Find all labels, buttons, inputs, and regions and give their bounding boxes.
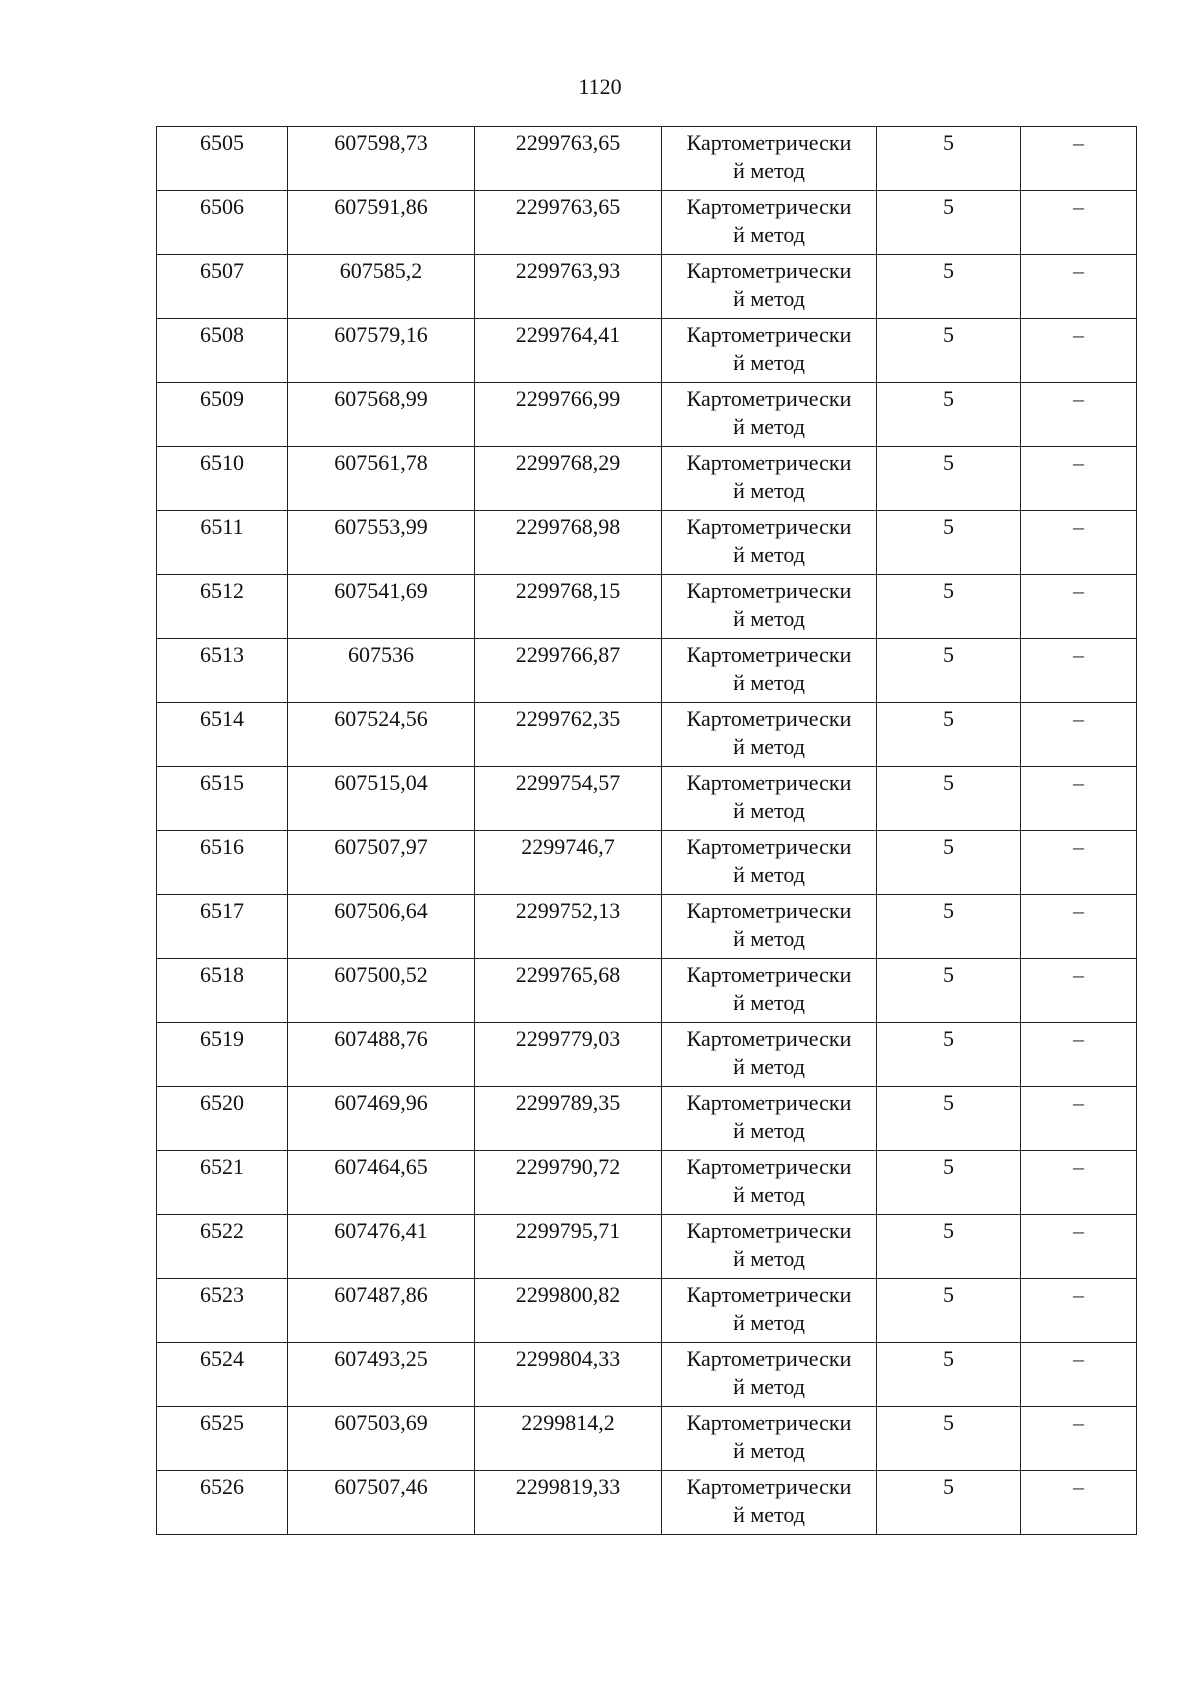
x-coordinate-cell: 607500,52 <box>288 959 475 1023</box>
table-row <box>157 1151 1137 1215</box>
method-text-line-1: Картометрически <box>686 450 852 475</box>
method-text-line-1: Картометрически <box>686 194 852 219</box>
method-text-line-2: й метод <box>733 990 805 1015</box>
table-row <box>157 639 1137 703</box>
accuracy-cell: 5 <box>877 1471 1021 1535</box>
x-coordinate-cell: 607579,16 <box>288 319 475 383</box>
point-number-cell: 6520 <box>157 1087 288 1151</box>
method-text-line-1: Картометрически <box>686 258 852 283</box>
note-cell: – <box>1021 1087 1137 1151</box>
y-coordinate-cell: 2299764,41 <box>475 319 662 383</box>
note-cell: – <box>1021 1343 1137 1407</box>
point-number-cell: 6521 <box>157 1151 288 1215</box>
method-text-line-2: й метод <box>733 798 805 823</box>
x-coordinate-cell: 607507,97 <box>288 831 475 895</box>
point-number-cell: 6519 <box>157 1023 288 1087</box>
point-number-cell: 6526 <box>157 1471 288 1535</box>
note-cell: – <box>1021 639 1137 703</box>
note-cell: – <box>1021 703 1137 767</box>
accuracy-cell: 5 <box>877 1023 1021 1087</box>
method-cell <box>662 895 877 959</box>
table-row <box>157 319 1137 383</box>
table-row <box>157 831 1137 895</box>
accuracy-cell: 5 <box>877 1215 1021 1279</box>
point-number-cell: 6505 <box>157 127 288 191</box>
x-coordinate-cell: 607507,46 <box>288 1471 475 1535</box>
point-number-cell: 6523 <box>157 1279 288 1343</box>
method-cell <box>662 255 877 319</box>
method-text-line-2: й метод <box>733 414 805 439</box>
note-cell: – <box>1021 831 1137 895</box>
note-cell: – <box>1021 1023 1137 1087</box>
point-number-cell: 6525 <box>157 1407 288 1471</box>
note-cell: – <box>1021 575 1137 639</box>
method-text-line-1: Картометрически <box>686 1410 852 1435</box>
y-coordinate-cell: 2299789,35 <box>475 1087 662 1151</box>
note-cell: – <box>1021 383 1137 447</box>
y-coordinate-cell: 2299763,65 <box>475 191 662 255</box>
accuracy-cell: 5 <box>877 895 1021 959</box>
method-cell <box>662 191 877 255</box>
accuracy-cell: 5 <box>877 1087 1021 1151</box>
table-row <box>157 383 1137 447</box>
table-row <box>157 255 1137 319</box>
x-coordinate-cell: 607476,41 <box>288 1215 475 1279</box>
method-text-line-2: й метод <box>733 1374 805 1399</box>
point-number-cell: 6515 <box>157 767 288 831</box>
x-coordinate-cell: 607536 <box>288 639 475 703</box>
point-number-cell: 6507 <box>157 255 288 319</box>
x-coordinate-cell: 607493,25 <box>288 1343 475 1407</box>
accuracy-cell: 5 <box>877 767 1021 831</box>
method-text-line-1: Картометрически <box>686 1282 852 1307</box>
note-cell: – <box>1021 1407 1137 1471</box>
method-text-line-2: й метод <box>733 222 805 247</box>
method-text-line-1: Картометрически <box>686 578 852 603</box>
accuracy-cell: 5 <box>877 639 1021 703</box>
point-number-cell: 6512 <box>157 575 288 639</box>
table-row <box>157 703 1137 767</box>
accuracy-cell: 5 <box>877 1279 1021 1343</box>
x-coordinate-cell: 607591,86 <box>288 191 475 255</box>
note-cell: – <box>1021 1279 1137 1343</box>
method-text-line-2: й метод <box>733 606 805 631</box>
table-row <box>157 1471 1137 1535</box>
accuracy-cell: 5 <box>877 319 1021 383</box>
note-cell: – <box>1021 319 1137 383</box>
y-coordinate-cell: 2299766,99 <box>475 383 662 447</box>
y-coordinate-cell: 2299763,65 <box>475 127 662 191</box>
y-coordinate-cell: 2299768,98 <box>475 511 662 575</box>
x-coordinate-cell: 607541,69 <box>288 575 475 639</box>
accuracy-cell: 5 <box>877 1407 1021 1471</box>
x-coordinate-cell: 607585,2 <box>288 255 475 319</box>
method-cell <box>662 447 877 511</box>
method-cell <box>662 1471 877 1535</box>
method-text-line-1: Картометрически <box>686 322 852 347</box>
method-text-line-2: й метод <box>733 158 805 183</box>
method-text-line-1: Картометрически <box>686 770 852 795</box>
method-text-line-1: Картометрически <box>686 1154 852 1179</box>
y-coordinate-cell: 2299765,68 <box>475 959 662 1023</box>
point-number-cell: 6510 <box>157 447 288 511</box>
method-cell <box>662 319 877 383</box>
accuracy-cell: 5 <box>877 127 1021 191</box>
point-number-cell: 6513 <box>157 639 288 703</box>
method-text-line-2: й метод <box>733 1182 805 1207</box>
method-text-line-1: Картометрически <box>686 642 852 667</box>
table-row <box>157 1407 1137 1471</box>
point-number-cell: 6509 <box>157 383 288 447</box>
method-cell <box>662 959 877 1023</box>
method-cell <box>662 1023 877 1087</box>
x-coordinate-cell: 607488,76 <box>288 1023 475 1087</box>
method-text-line-2: й метод <box>733 1310 805 1335</box>
method-text-line-1: Картометрически <box>686 962 852 987</box>
method-text-line-2: й метод <box>733 670 805 695</box>
method-cell <box>662 383 877 447</box>
accuracy-cell: 5 <box>877 703 1021 767</box>
note-cell: – <box>1021 1151 1137 1215</box>
accuracy-cell: 5 <box>877 191 1021 255</box>
method-text-line-2: й метод <box>733 286 805 311</box>
y-coordinate-cell: 2299746,7 <box>475 831 662 895</box>
point-number-cell: 6511 <box>157 511 288 575</box>
accuracy-cell: 5 <box>877 383 1021 447</box>
y-coordinate-cell: 2299779,03 <box>475 1023 662 1087</box>
table-row <box>157 191 1137 255</box>
method-cell <box>662 575 877 639</box>
y-coordinate-cell: 2299819,33 <box>475 1471 662 1535</box>
y-coordinate-cell: 2299768,29 <box>475 447 662 511</box>
note-cell: – <box>1021 1471 1137 1535</box>
method-text-line-2: й метод <box>733 1054 805 1079</box>
method-text-line-1: Картометрически <box>686 386 852 411</box>
method-text-line-1: Картометрически <box>686 1218 852 1243</box>
y-coordinate-cell: 2299763,93 <box>475 255 662 319</box>
accuracy-cell: 5 <box>877 1151 1021 1215</box>
table-row <box>157 895 1137 959</box>
x-coordinate-cell: 607568,99 <box>288 383 475 447</box>
note-cell: – <box>1021 1215 1137 1279</box>
x-coordinate-cell: 607553,99 <box>288 511 475 575</box>
table-row <box>157 1343 1137 1407</box>
y-coordinate-cell: 2299790,72 <box>475 1151 662 1215</box>
coordinates-table-body <box>157 127 1137 1535</box>
accuracy-cell: 5 <box>877 959 1021 1023</box>
point-number-cell: 6514 <box>157 703 288 767</box>
table-row <box>157 767 1137 831</box>
table-row <box>157 511 1137 575</box>
point-number-cell: 6508 <box>157 319 288 383</box>
point-number-cell: 6516 <box>157 831 288 895</box>
table-row <box>157 959 1137 1023</box>
point-number-cell: 6517 <box>157 895 288 959</box>
y-coordinate-cell: 2299804,33 <box>475 1343 662 1407</box>
method-text-line-1: Картометрически <box>686 834 852 859</box>
method-text-line-2: й метод <box>733 478 805 503</box>
method-cell <box>662 511 877 575</box>
note-cell: – <box>1021 447 1137 511</box>
y-coordinate-cell: 2299814,2 <box>475 1407 662 1471</box>
method-cell <box>662 639 877 703</box>
accuracy-cell: 5 <box>877 831 1021 895</box>
method-text-line-2: й метод <box>733 926 805 951</box>
y-coordinate-cell: 2299752,13 <box>475 895 662 959</box>
method-text-line-1: Картометрически <box>686 898 852 923</box>
method-text-line-1: Картометрически <box>686 1346 852 1371</box>
method-text-line-1: Картометрически <box>686 1090 852 1115</box>
method-cell <box>662 703 877 767</box>
x-coordinate-cell: 607503,69 <box>288 1407 475 1471</box>
method-text-line-2: й метод <box>733 1246 805 1271</box>
method-text-line-1: Картометрически <box>686 706 852 731</box>
method-cell <box>662 1087 877 1151</box>
method-text-line-2: й метод <box>733 1438 805 1463</box>
page-number: 1120 <box>578 74 622 99</box>
method-text-line-1: Картометрически <box>686 130 852 155</box>
note-cell: – <box>1021 767 1137 831</box>
method-cell <box>662 1343 877 1407</box>
method-text-line-1: Картометрически <box>686 1026 852 1051</box>
note-cell: – <box>1021 959 1137 1023</box>
method-cell <box>662 1215 877 1279</box>
note-cell: – <box>1021 895 1137 959</box>
method-text-line-1: Картометрически <box>686 1474 852 1499</box>
method-text-line-2: й метод <box>733 1502 805 1527</box>
table-row <box>157 1215 1137 1279</box>
method-cell <box>662 127 877 191</box>
x-coordinate-cell: 607469,96 <box>288 1087 475 1151</box>
note-cell: – <box>1021 127 1137 191</box>
x-coordinate-cell: 607464,65 <box>288 1151 475 1215</box>
table-row <box>157 1023 1137 1087</box>
point-number-cell: 6518 <box>157 959 288 1023</box>
table-row <box>157 1279 1137 1343</box>
method-cell <box>662 831 877 895</box>
coordinates-table <box>156 126 1137 1535</box>
method-text-line-2: й метод <box>733 1118 805 1143</box>
accuracy-cell: 5 <box>877 1343 1021 1407</box>
x-coordinate-cell: 607515,04 <box>288 767 475 831</box>
x-coordinate-cell: 607598,73 <box>288 127 475 191</box>
method-text-line-2: й метод <box>733 734 805 759</box>
y-coordinate-cell: 2299768,15 <box>475 575 662 639</box>
y-coordinate-cell: 2299795,71 <box>475 1215 662 1279</box>
x-coordinate-cell: 607524,56 <box>288 703 475 767</box>
accuracy-cell: 5 <box>877 255 1021 319</box>
table-row <box>157 575 1137 639</box>
accuracy-cell: 5 <box>877 575 1021 639</box>
method-cell <box>662 1279 877 1343</box>
x-coordinate-cell: 607561,78 <box>288 447 475 511</box>
accuracy-cell: 5 <box>877 447 1021 511</box>
x-coordinate-cell: 607506,64 <box>288 895 475 959</box>
method-cell <box>662 767 877 831</box>
method-cell <box>662 1407 877 1471</box>
method-text-line-2: й метод <box>733 542 805 567</box>
point-number-cell: 6522 <box>157 1215 288 1279</box>
note-cell: – <box>1021 511 1137 575</box>
table-row <box>157 127 1137 191</box>
note-cell: – <box>1021 191 1137 255</box>
table-row <box>157 447 1137 511</box>
method-text-line-2: й метод <box>733 862 805 887</box>
method-text-line-2: й метод <box>733 350 805 375</box>
y-coordinate-cell: 2299762,35 <box>475 703 662 767</box>
point-number-cell: 6506 <box>157 191 288 255</box>
y-coordinate-cell: 2299766,87 <box>475 639 662 703</box>
accuracy-cell: 5 <box>877 511 1021 575</box>
table-row <box>157 1087 1137 1151</box>
x-coordinate-cell: 607487,86 <box>288 1279 475 1343</box>
note-cell: – <box>1021 255 1137 319</box>
y-coordinate-cell: 2299754,57 <box>475 767 662 831</box>
y-coordinate-cell: 2299800,82 <box>475 1279 662 1343</box>
method-text-line-1: Картометрически <box>686 514 852 539</box>
point-number-cell: 6524 <box>157 1343 288 1407</box>
method-cell <box>662 1151 877 1215</box>
